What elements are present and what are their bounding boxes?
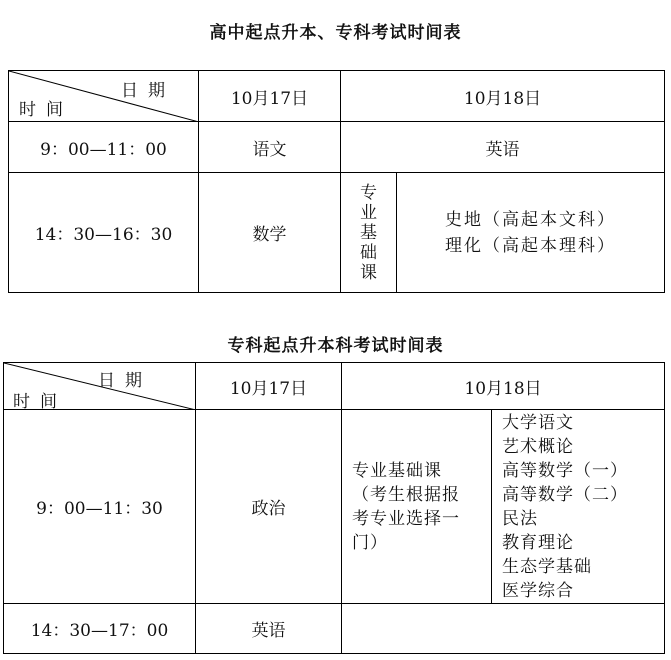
table2-title: 专科起点升本科考试时间表 [227, 336, 444, 356]
subject-item: 教育理论 [502, 532, 574, 553]
subject-item: 艺术概论 [502, 436, 574, 457]
subject-item: 高等数学（一） [502, 460, 628, 481]
corner-time-label: 时间 [13, 392, 67, 412]
empty-cell [342, 604, 665, 654]
subject-item: 理化（高起本理科） [445, 235, 616, 256]
corner-time-label: 时间 [19, 100, 73, 120]
basic-course-cell [342, 410, 492, 604]
time-slot: 9：00—11：30 [4, 410, 196, 604]
header-day1: 10月17日 [196, 363, 342, 410]
category-cell [341, 173, 397, 293]
subject-item: 生态学基础 [502, 556, 592, 577]
subject-cell: 英语 [341, 122, 665, 173]
subject-cell: 数学 [199, 173, 341, 293]
header-day2: 10月18日 [342, 363, 665, 410]
corner-date-label: 日期 [121, 81, 175, 101]
corner-header-cell [4, 363, 196, 410]
subject-item: 高等数学（二） [502, 484, 628, 505]
time-slot: 14：30—16：30 [9, 173, 199, 293]
corner-header-cell [9, 71, 199, 122]
category-char: 基 [360, 222, 377, 243]
table1-title: 高中起点升本、专科考试时间表 [209, 23, 462, 43]
corner-date-label: 日期 [98, 371, 152, 391]
subject-cell: 政治 [196, 410, 342, 604]
header-day2: 10月18日 [341, 71, 665, 122]
schedule-table-1 [8, 70, 665, 293]
basic-course-line: 考专业选择一 [352, 508, 460, 529]
schedule-table-2 [3, 362, 665, 654]
subject-cell: 英语 [196, 604, 342, 654]
category-char: 专 [360, 182, 377, 203]
category-char: 业 [360, 202, 377, 223]
subject-cell: 语文 [199, 122, 341, 173]
basic-course-line: 门） [352, 532, 388, 553]
category-char: 础 [360, 242, 377, 263]
subject-item: 史地（高起本文科） [445, 209, 616, 230]
subject-item: 医学综合 [502, 580, 574, 601]
time-slot: 9：00—11：00 [9, 122, 199, 173]
subject-list-cell [397, 173, 665, 293]
header-day1: 10月17日 [199, 71, 341, 122]
subject-item: 大学语文 [502, 412, 574, 433]
category-char: 课 [360, 262, 377, 283]
time-slot: 14：30—17：00 [4, 604, 196, 654]
subject-list-cell [492, 410, 665, 604]
basic-course-line: 专业基础课 [352, 460, 442, 481]
basic-course-line: （考生根据报 [352, 484, 460, 505]
subject-item: 民法 [502, 508, 538, 529]
